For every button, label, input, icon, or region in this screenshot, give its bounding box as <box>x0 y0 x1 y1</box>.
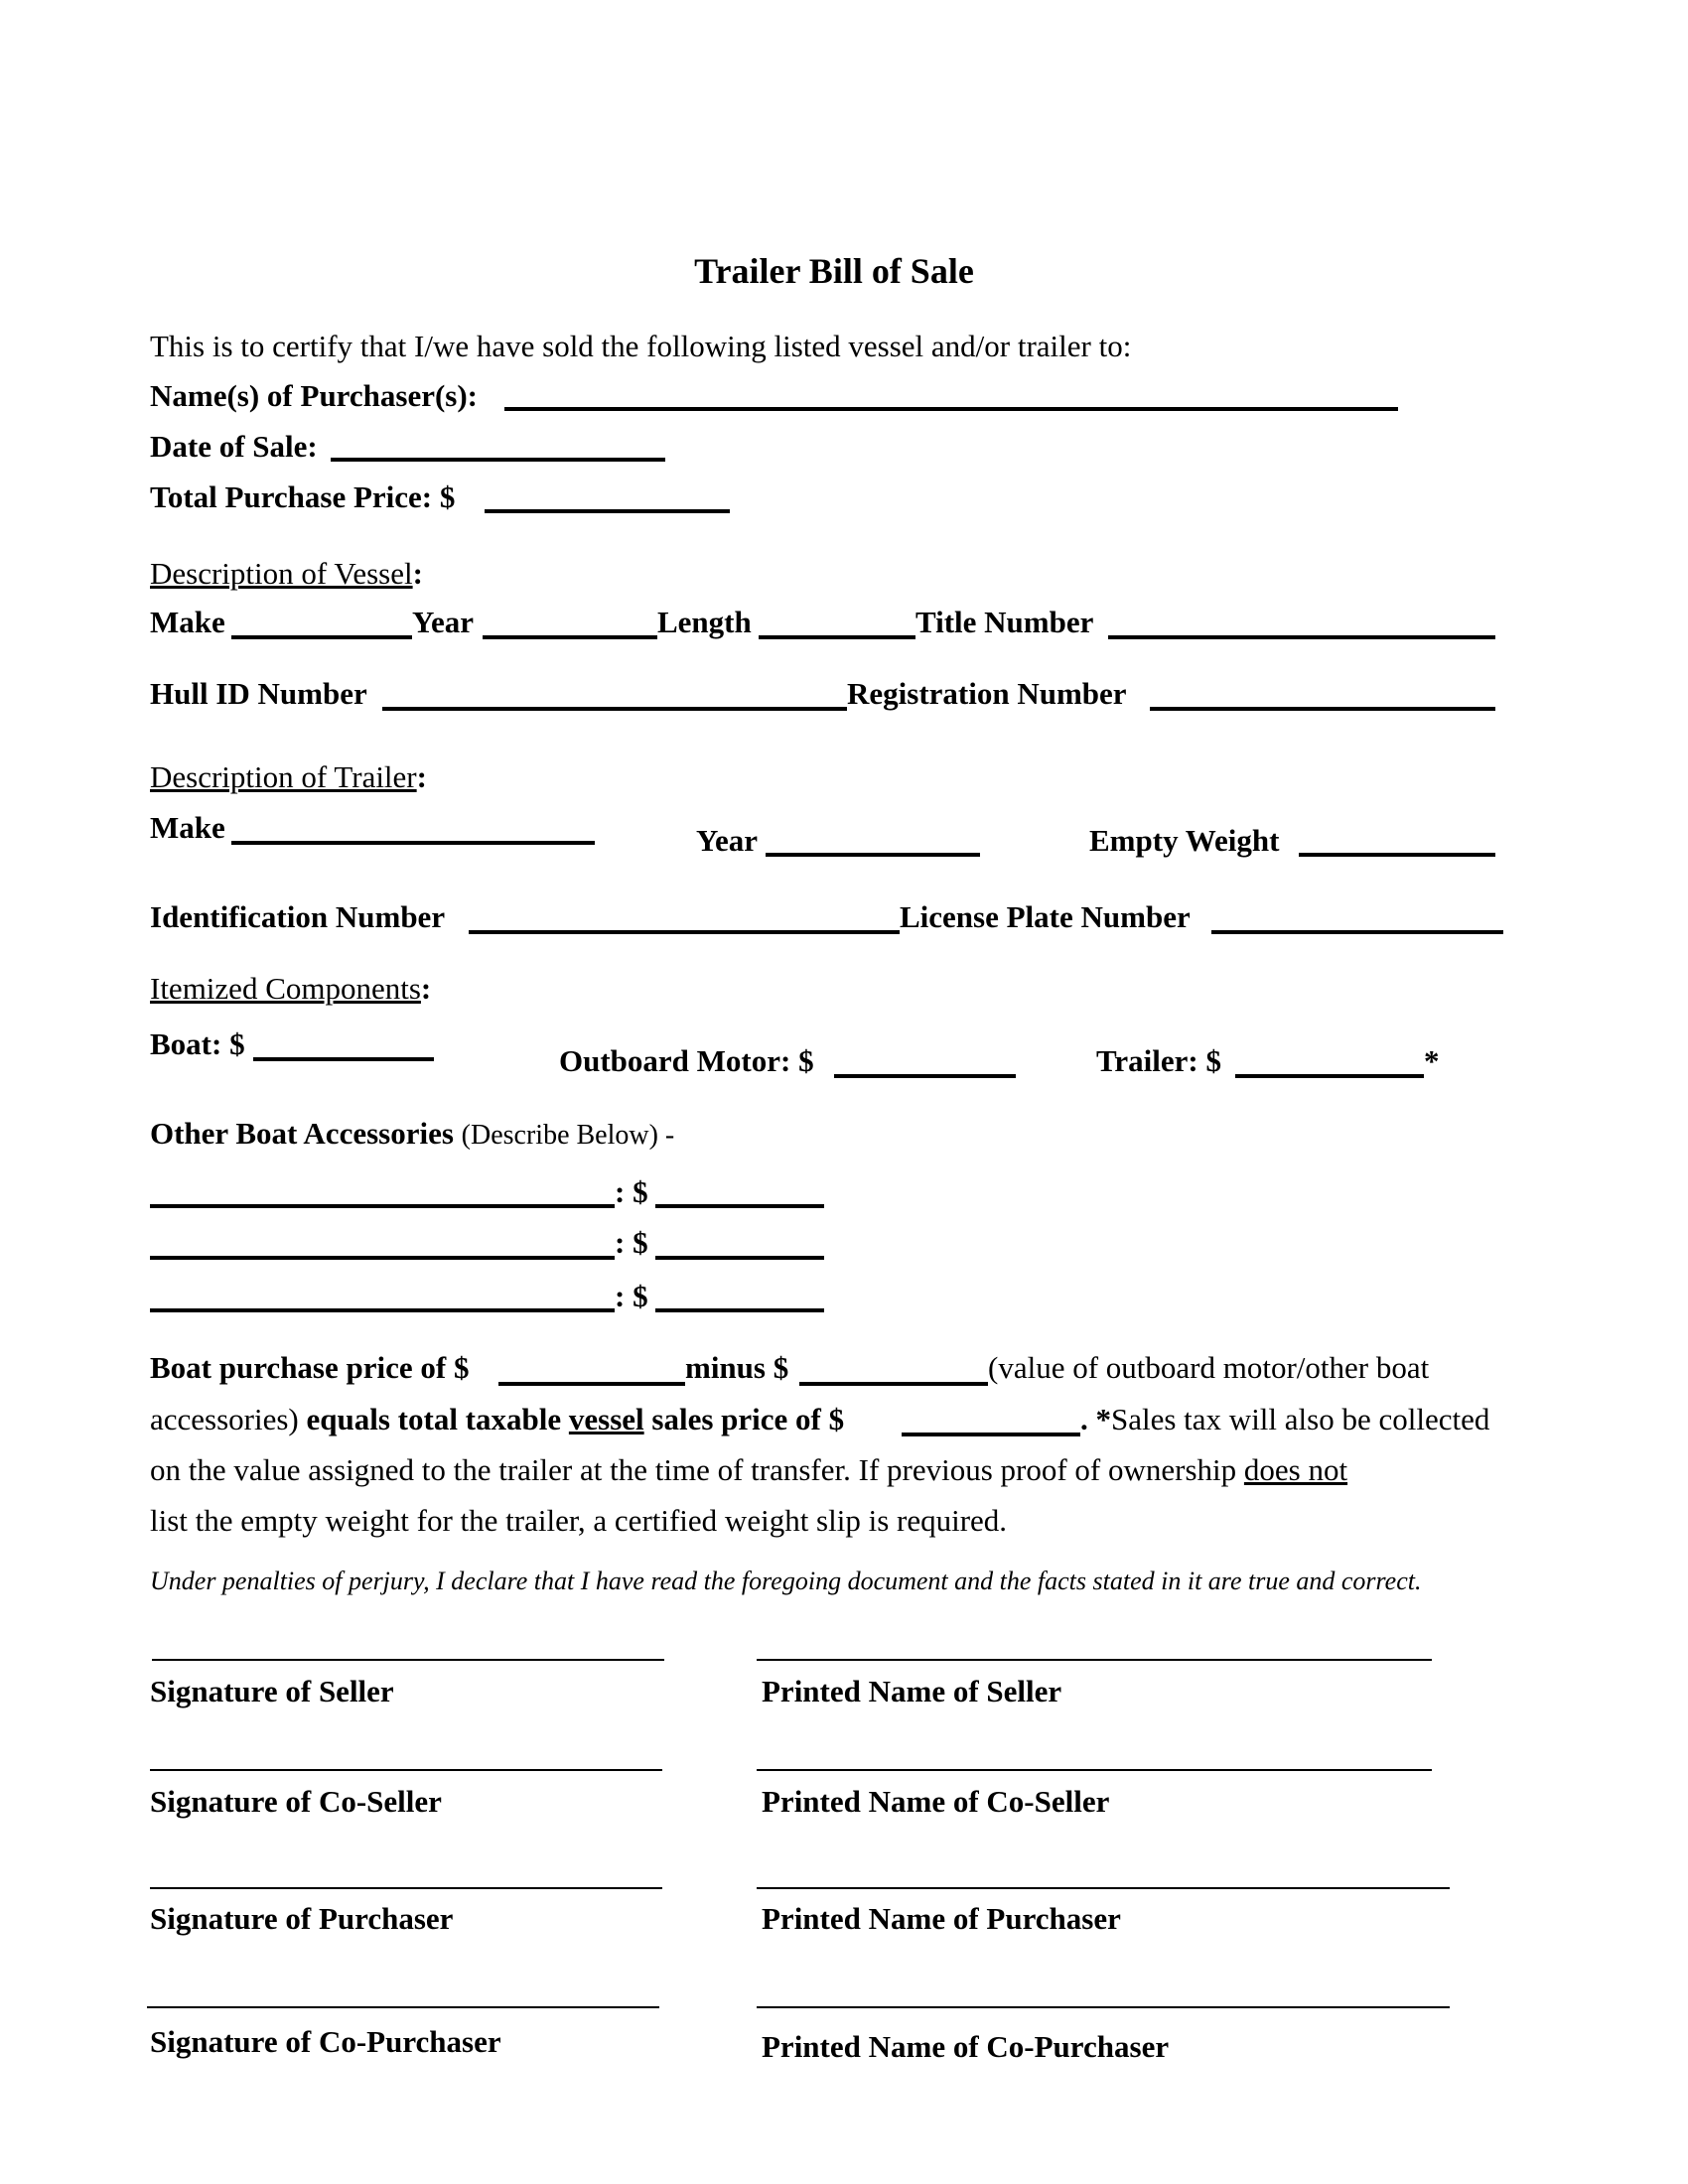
outboard-motor-field[interactable] <box>834 1074 1016 1078</box>
trailer-price-label: Trailer: $ <box>1096 1043 1221 1078</box>
accessories-hint: (Describe Below) - <box>461 1120 675 1151</box>
calc-line-3-text: on the value assigned to the trailer at the time of transfer. If previous proof of ownership <box>150 1452 1237 1487</box>
empty-weight-field[interactable] <box>1299 853 1495 857</box>
trailer-asterisk: * <box>1424 1043 1440 1078</box>
accessory-2-price-field[interactable] <box>655 1256 824 1260</box>
document-title: Trailer Bill of Sale <box>694 251 974 291</box>
accessory-2-description-field[interactable] <box>150 1256 615 1260</box>
seller-signature-label: Signature of Seller <box>150 1674 394 1708</box>
accessory-2-label: : $ <box>615 1225 648 1260</box>
registration-label: Registration Number <box>847 676 1127 711</box>
calc-equals-text: equals total taxable <box>306 1402 562 1436</box>
identification-number-field[interactable] <box>469 930 900 934</box>
calc-accessories-text: accessories) <box>150 1402 299 1436</box>
vessel-length-field[interactable] <box>759 635 915 639</box>
components-heading: Itemized Components <box>150 971 421 1006</box>
empty-weight-label: Empty Weight <box>1089 823 1280 858</box>
co-purchaser-printed-name-label: Printed Name of Co-Purchaser <box>762 2029 1170 2064</box>
calc-value-note: (value of outboard motor/other boat <box>988 1350 1430 1385</box>
identification-number-label: Identification Number <box>150 899 446 934</box>
calc-taxable-price-field[interactable] <box>902 1433 1080 1436</box>
hull-id-field[interactable] <box>382 707 847 711</box>
accessory-3-description-field[interactable] <box>150 1308 615 1312</box>
seller-signature-line[interactable] <box>152 1659 664 1661</box>
accessory-1-description-field[interactable] <box>150 1204 615 1208</box>
components-heading-wrap <box>150 971 431 1007</box>
vessel-year-label: Year <box>412 605 474 639</box>
calc-line-4: list the empty weight for the trailer, a certified weight slip is required. <box>150 1503 1008 1538</box>
calc-line-2b <box>1080 1402 1489 1437</box>
vessel-length-label: Length <box>657 605 752 639</box>
purchaser-signature-line[interactable] <box>150 1887 662 1889</box>
seller-printed-name-label: Printed Name of Seller <box>762 1674 1062 1708</box>
calc-minus-label: minus $ <box>685 1350 789 1385</box>
purchaser-field[interactable] <box>504 407 1398 411</box>
trailer-heading-colon: : <box>416 759 427 794</box>
date-field[interactable] <box>331 458 665 462</box>
purchaser-signature-label: Signature of Purchaser <box>150 1901 454 1936</box>
purchaser-label: Name(s) of Purchaser(s): <box>150 378 478 413</box>
vessel-title-number-field[interactable] <box>1108 635 1495 639</box>
accessory-3-label: : $ <box>615 1279 648 1313</box>
accessory-1-price-field[interactable] <box>655 1204 824 1208</box>
vessel-make-field[interactable] <box>231 635 412 639</box>
co-purchaser-signature-label: Signature of Co-Purchaser <box>150 2024 501 2059</box>
purchaser-printed-name-line[interactable] <box>757 1887 1450 1889</box>
calc-period-asterisk: . * <box>1080 1402 1111 1436</box>
trailer-make-field[interactable] <box>231 841 595 845</box>
trailer-make-label: Make <box>150 810 225 845</box>
registration-field[interactable] <box>1150 707 1495 711</box>
co-purchaser-printed-name-line[interactable] <box>757 2006 1450 2008</box>
co-seller-signature-label: Signature of Co-Seller <box>150 1784 442 1819</box>
vessel-heading-colon: : <box>412 556 423 591</box>
co-seller-signature-line[interactable] <box>150 1769 662 1771</box>
hull-id-label: Hull ID Number <box>150 676 367 711</box>
accessory-3-price-field[interactable] <box>655 1308 824 1312</box>
outboard-motor-label: Outboard Motor: $ <box>559 1043 814 1078</box>
trailer-heading-wrap <box>150 759 427 795</box>
trailer-heading: Description of Trailer <box>150 759 417 794</box>
price-label: Total Purchase Price: $ <box>150 479 456 514</box>
calc-sales-price-text: sales price of $ <box>651 1402 845 1436</box>
co-purchaser-signature-line[interactable] <box>147 2006 659 2008</box>
price-field[interactable] <box>485 509 730 513</box>
vessel-heading-wrap <box>150 556 423 592</box>
calc-does-not-text: does not <box>1243 1452 1348 1487</box>
trailer-price-field[interactable] <box>1235 1074 1424 1078</box>
calc-vessel-text: vessel <box>568 1402 644 1436</box>
accessory-1-label: : $ <box>615 1174 648 1209</box>
license-plate-field[interactable] <box>1211 930 1503 934</box>
boat-price-label: Boat: $ <box>150 1026 245 1061</box>
co-seller-printed-name-line[interactable] <box>757 1769 1432 1771</box>
calc-sales-tax-text: Sales tax will also be collected <box>1111 1402 1490 1436</box>
calc-minus-field[interactable] <box>799 1382 988 1386</box>
vessel-year-field[interactable] <box>483 635 657 639</box>
seller-printed-name-line[interactable] <box>757 1659 1432 1661</box>
trailer-year-label: Year <box>696 823 758 858</box>
perjury-statement: Under penalties of perjury, I declare that I have read the foregoing document and the facts stated in it are true and correct. <box>150 1567 1422 1595</box>
calc-line-2a <box>150 1402 844 1437</box>
co-seller-printed-name-label: Printed Name of Co-Seller <box>762 1784 1110 1819</box>
components-heading-colon: : <box>420 971 432 1006</box>
date-label: Date of Sale: <box>150 429 318 464</box>
vessel-heading: Description of Vessel <box>150 556 413 591</box>
calc-line-3 <box>150 1452 1347 1488</box>
accessories-label: Other Boat Accessories <box>150 1116 454 1151</box>
license-plate-label: License Plate Number <box>900 899 1191 934</box>
trailer-year-field[interactable] <box>766 853 980 857</box>
accessories-line <box>150 1116 674 1152</box>
intro-text: This is to certify that I/we have sold the following listed vessel and/or trailer to: <box>150 329 1132 363</box>
boat-price-field[interactable] <box>253 1057 434 1061</box>
purchaser-printed-name-label: Printed Name of Purchaser <box>762 1901 1121 1936</box>
vessel-title-number-label: Title Number <box>915 605 1094 639</box>
calc-boat-price-label: Boat purchase price of $ <box>150 1350 470 1385</box>
calc-boat-price-field[interactable] <box>498 1382 685 1386</box>
vessel-make-label: Make <box>150 605 225 639</box>
